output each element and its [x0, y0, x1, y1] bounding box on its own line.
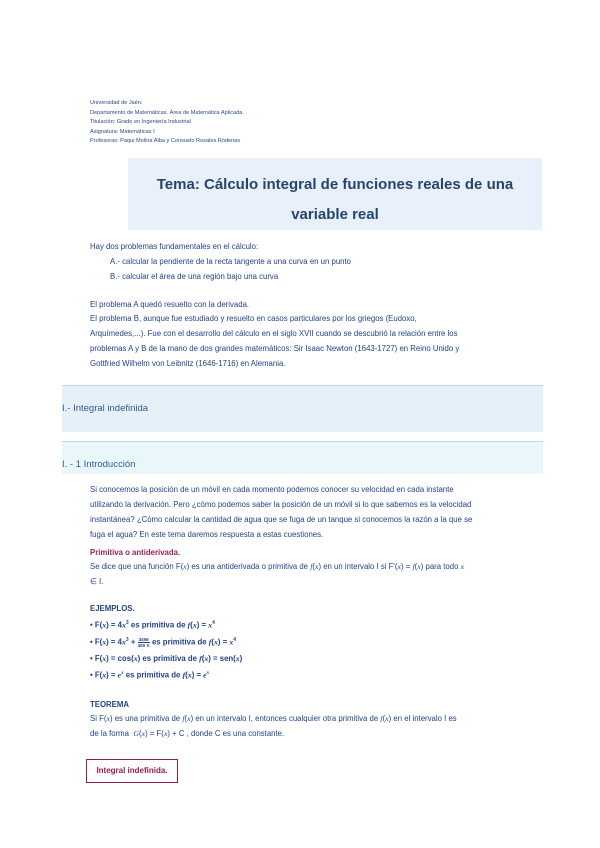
example-2: • $F(x) = 4x^3$ + $\frac{3456}{450 \pi}$ es primitiva de $f(x) = x^4$ — [90, 637, 237, 649]
meta-line: Profesoras: Paqui Molina Alba y Consuelo Rosales Ródenas — [90, 138, 241, 144]
paragraph-history-1: El problema B, aunque fue estudiado y resuelto en casos particulares por los griegos (Eudoxo, — [90, 314, 417, 323]
title-line-1: Tema: Cálculo integral de funciones reales de una — [156, 176, 514, 193]
meta-line: Asignatura: Matemáticas I — [90, 128, 155, 135]
paragraph-history-3: problemas A y B de la mano de dos grandes matemáticos: Sir Isaac Newton (1643-1727) en Reino Unido y — [90, 344, 460, 353]
problem-b: B.- calcular el área de una región bajo una curva — [110, 272, 279, 281]
title-line-2: variable real — [291, 206, 379, 223]
integral-indefinida-box: Integral indefinida. — [86, 759, 178, 783]
paragraph-problem-a: El problema A quedó resuelto con la derivada. — [90, 300, 250, 309]
example-3: • F(x) = cos(x) es primitiva de f(x) = sen(x) — [90, 654, 243, 663]
page-title — [128, 170, 542, 230]
meta-line: Departamento de Matemáticas. Área de Matemática Aplicada. — [90, 109, 244, 116]
paragraph-history-2: Arquímedes,...). Fue con el desarrollo del cálculo en el siglo XVII cuando se descubrió la relación entre los — [90, 329, 458, 338]
primitiva-definition: Se dice que una función F(x) es una antiderivada o primitiva de f(x) en un intervalo I si F'(x) = f(x) para todo x ∈ I. — [90, 562, 465, 586]
example-4: • $F(x) = e^x$ es primitiva de $f(x) = e^x$ — [90, 670, 210, 680]
meta-line: Titulación: Grado en Ingeniería Industrial — [90, 119, 191, 125]
ejemplos-heading: EJEMPLOS. — [90, 604, 135, 613]
section-1-heading: I.- Integral indefinida — [62, 403, 149, 414]
teorema-text: Si F(x) es una primitiva de f(x) en un intervalo I, entonces cualquier otra primitiva de f(x) en el intervalo I es de la forma G(x) = F(x) + C , donde C es una constante. — [90, 714, 457, 738]
teorema-heading: TEOREMA — [90, 700, 129, 709]
intro2-line-4: fuga el agua? En este tema daremos respuesta a estas cuestiones. — [90, 530, 324, 539]
intro2-line-1: Si conocemos la posición de un móvil en cada momento podemos conocer su velocidad en cada instante — [90, 485, 454, 494]
meta-line: Universidad de Jaén. — [90, 100, 143, 106]
section-2-heading: I. - 1 Introducción — [62, 459, 136, 470]
example-1: • $F(x) = 4x^3$ es primitiva de $f(x) = x^4$ — [90, 620, 215, 630]
intro2-line-2: utilizando la derivación. Pero ¿cómo podemos saber la posición de un móvil si lo que sabemos es la velocidad — [90, 500, 472, 509]
intro2-line-3: instantánea? ¿Cómo calcular la cantidad de agua que se fuga de un tanque si conocemos la razón a la que se — [90, 515, 473, 524]
document-header-meta — [90, 99, 244, 147]
paragraph-history-4: Gottfried Wilhelm von Leibnitz (1646-1716) en Alemania. — [90, 359, 286, 368]
intro-text: Hay dos problemas fundamentales en el cálculo: — [90, 242, 259, 251]
problem-a: A.- calcular la pendiente de la recta tangente a una curva en un punto — [110, 257, 352, 266]
primitiva-heading: Primitiva o antiderivada. — [90, 548, 181, 557]
